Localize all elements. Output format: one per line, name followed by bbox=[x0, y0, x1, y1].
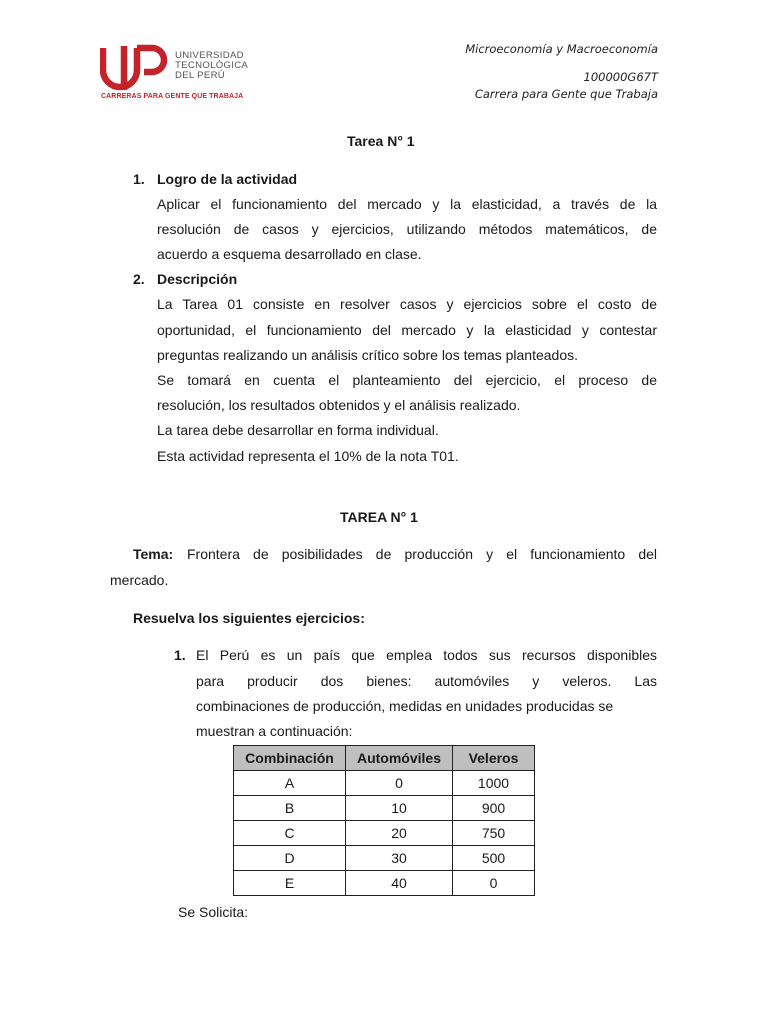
section-1-heading: Logro de la actividad bbox=[157, 171, 298, 187]
tema-text: Frontera de posibilidades de producción y el funcionamiento del bbox=[187, 546, 657, 562]
utp-logo-mark-icon bbox=[100, 42, 172, 92]
logo-name-line: TECNOLÓGICA bbox=[175, 60, 249, 71]
section-2-line: La Tarea 01 consiste en resolver casos y ejercicios sobre el costo de bbox=[157, 296, 657, 312]
section-2-line: oportunidad, el funcionamiento del mercado y la elasticidad y contestar bbox=[157, 322, 657, 338]
section-1-line: acuerdo a esquema desarrollado en clase. bbox=[157, 246, 422, 262]
table-cell: A bbox=[234, 771, 346, 796]
table-cell: 1000 bbox=[453, 771, 535, 796]
table-cell: 10 bbox=[346, 796, 453, 821]
logo-name-line: DEL PERÚ bbox=[175, 70, 226, 81]
table-cell: 500 bbox=[453, 846, 535, 871]
course-name: Microeconomía y Macroeconomía bbox=[465, 42, 658, 56]
table-header-row bbox=[234, 746, 535, 771]
table-row bbox=[234, 796, 535, 821]
exercise-1-line: para producir dos bienes: automóviles y veleros. Las bbox=[196, 673, 657, 689]
logo-name bbox=[175, 51, 248, 81]
table-cell: E bbox=[234, 871, 346, 896]
section-2-line: resolución, los resultados obtenidos y el análisis realizado. bbox=[157, 397, 521, 413]
section-2-heading: Descripción bbox=[157, 271, 238, 287]
production-table bbox=[233, 745, 535, 896]
table-row bbox=[234, 871, 535, 896]
assignment-title: TAREA N° 1 bbox=[340, 509, 418, 525]
table-cell: 0 bbox=[453, 871, 535, 896]
instruction: Resuelva los siguientes ejercicios: bbox=[133, 610, 365, 626]
column-header: Combinación bbox=[234, 746, 346, 771]
section-2-line: Esta actividad representa el 10% de la nota T01. bbox=[157, 448, 459, 464]
table-cell: 20 bbox=[346, 821, 453, 846]
section-2-line: Se tomará en cuenta el planteamiento del ejercicio, el proceso de bbox=[157, 372, 657, 388]
column-header: Veleros bbox=[453, 746, 535, 771]
section-2-line: preguntas realizando un análisis crítico sobre los temas planteados. bbox=[157, 347, 579, 363]
course-code: 100000G67T bbox=[583, 70, 658, 84]
table-row bbox=[234, 846, 535, 871]
table-cell: 30 bbox=[346, 846, 453, 871]
section-2-number: 2. bbox=[133, 271, 145, 287]
table-cell: C bbox=[234, 821, 346, 846]
table-cell: B bbox=[234, 796, 346, 821]
program-name: Carrera para Gente que Trabaja bbox=[474, 87, 658, 101]
column-header: Automóviles bbox=[346, 746, 453, 771]
section-2-line: La tarea debe desarrollar en forma individual. bbox=[157, 422, 439, 438]
table-row bbox=[234, 821, 535, 846]
se-solicita: Se Solicita: bbox=[178, 904, 249, 920]
table-row bbox=[234, 771, 535, 796]
exercise-1-number: 1. bbox=[174, 647, 186, 663]
page-title: Tarea N° 1 bbox=[347, 133, 415, 149]
section-1-line: resolución de casos y ejercicios, utilizando métodos matemáticos, de bbox=[157, 221, 657, 237]
table-cell: 750 bbox=[453, 821, 535, 846]
section-1-line: Aplicar el funcionamiento del mercado y la elasticidad, a través de la bbox=[157, 196, 657, 212]
exercise-1-line: El Perú es un país que emplea todos sus recursos disponibles bbox=[196, 647, 657, 663]
table-cell: D bbox=[234, 846, 346, 871]
table-cell: 40 bbox=[346, 871, 453, 896]
tema-label: Tema: bbox=[133, 546, 174, 562]
exercise-1-line: muestran a continuación: bbox=[196, 723, 353, 739]
logo-tagline: CARRERAS PARA GENTE QUE TRABAJA bbox=[101, 93, 244, 100]
exercise-1-line: combinaciones de producción, medidas en unidades producidas se bbox=[196, 698, 614, 714]
table-cell: 900 bbox=[453, 796, 535, 821]
utp-logo bbox=[100, 42, 250, 104]
table-cell: 0 bbox=[346, 771, 453, 796]
logo-name-line: UNIVERSIDAD bbox=[175, 50, 244, 61]
section-1-number: 1. bbox=[133, 171, 145, 187]
tema-text-continued: mercado. bbox=[110, 572, 169, 588]
